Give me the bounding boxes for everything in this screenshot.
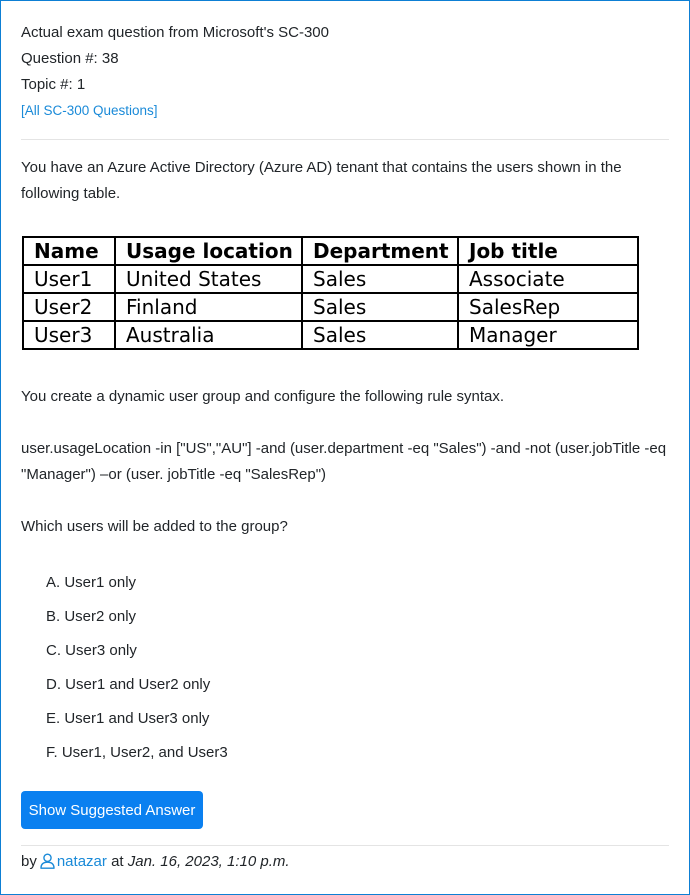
table-cell: Australia xyxy=(115,321,302,349)
footer-divider xyxy=(21,845,669,846)
question-number: Question #: 38 xyxy=(21,50,119,67)
table-row xyxy=(23,265,638,293)
table-cell: User2 xyxy=(23,293,115,321)
choice-b[interactable]: B. User2 only xyxy=(46,608,137,625)
table-cell: United States xyxy=(115,265,302,293)
table-cell: SalesRep xyxy=(458,293,638,321)
answer-choices xyxy=(46,570,228,774)
rule-syntax: user.usageLocation -in ["US","AU"] -and (user.department -eq "Sales") -and -not (user.jobTitle -eq "Manager") –or (user. jobTitle -eq "SalesRep") xyxy=(21,440,667,483)
byline-at: at xyxy=(111,853,124,870)
show-suggested-answer-button[interactable]: Show Suggested Answer xyxy=(21,791,203,829)
exam-title: Actual exam question from Microsoft's SC-300 xyxy=(21,24,329,41)
all-questions-link[interactable]: [All SC-300 Questions] xyxy=(21,103,158,118)
column-header-usage-location: Usage location xyxy=(115,237,302,265)
table-cell: Sales xyxy=(302,321,458,349)
table-cell: Sales xyxy=(302,293,458,321)
question-intro: You have an Azure Active Directory (Azure AD) tenant that contains the users shown in the following table. xyxy=(21,159,622,202)
table-cell: Sales xyxy=(302,265,458,293)
topic-number: Topic #: 1 xyxy=(21,76,86,93)
table-cell: User1 xyxy=(23,265,115,293)
choice-a[interactable]: A. User1 only xyxy=(46,574,137,591)
table-cell: Manager xyxy=(458,321,638,349)
column-header-department: Department xyxy=(302,237,458,265)
column-header-name: Name xyxy=(23,237,115,265)
table-header-row xyxy=(23,237,638,265)
header-divider xyxy=(21,139,669,140)
question-prompt: Which users will be added to the group? xyxy=(21,518,288,535)
rule-intro: You create a dynamic user group and configure the following rule syntax. xyxy=(21,388,505,405)
table-row xyxy=(23,321,638,349)
choice-e[interactable]: E. User1 and User3 only xyxy=(46,710,210,727)
question-header xyxy=(21,20,329,124)
table-cell: Finland xyxy=(115,293,302,321)
users-table xyxy=(22,236,639,350)
choice-c[interactable]: C. User3 only xyxy=(46,642,137,659)
post-date: Jan. 16, 2023, 1:10 p.m. xyxy=(127,853,290,870)
byline xyxy=(21,851,290,876)
user-icon xyxy=(40,853,55,876)
author-link[interactable]: natazar xyxy=(56,853,107,870)
table-row xyxy=(23,293,638,321)
byline-by: by xyxy=(21,853,37,870)
table-cell: User3 xyxy=(23,321,115,349)
table-cell: Associate xyxy=(458,265,638,293)
column-header-job-title: Job title xyxy=(458,237,638,265)
choice-f[interactable]: F. User1, User2, and User3 xyxy=(46,744,228,761)
choice-d[interactable]: D. User1 and User2 only xyxy=(46,676,211,693)
